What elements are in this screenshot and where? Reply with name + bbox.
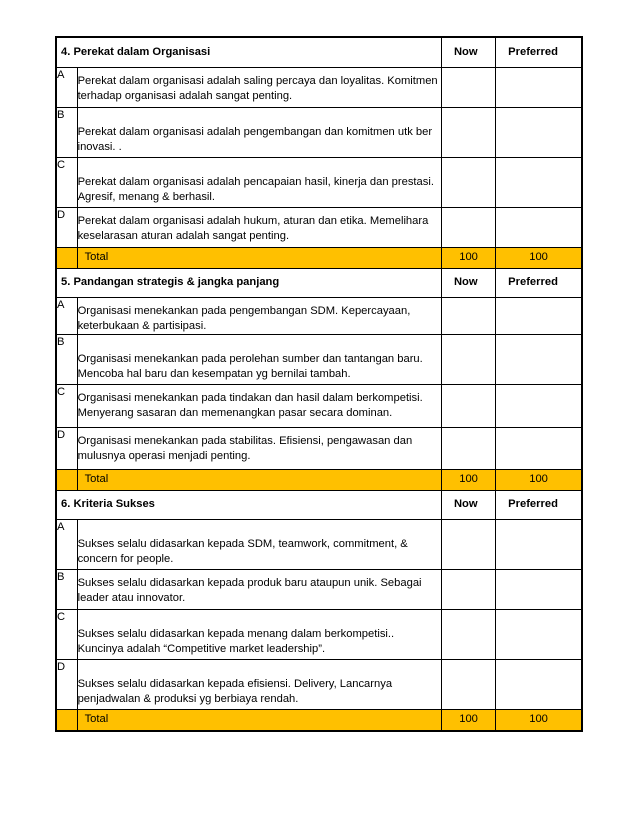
- item-description: Perekat dalam organisasi adalah pengembangan dan komitmen utk ber inovasi. .: [77, 107, 441, 157]
- item-description: Perekat dalam organisasi adalah saling percaya dan loyalitas. Komitmen terhadap organisasi adalah sangat penting.: [77, 67, 441, 107]
- section-title: 4. Perekat dalam Organisasi: [56, 37, 441, 67]
- preferred-score-cell[interactable]: [496, 384, 582, 427]
- preferred-column-header: Preferred: [496, 268, 582, 297]
- culture-assessment-table: [55, 36, 583, 732]
- item-row: [56, 297, 582, 334]
- now-column-header: Now: [441, 490, 495, 519]
- item-letter: A: [56, 297, 77, 334]
- now-score-cell[interactable]: [441, 609, 495, 659]
- item-description: Organisasi menekankan pada stabilitas. Efisiensi, pengawasan dan mulusnya operasi menjadi penting.: [77, 427, 441, 469]
- total-spacer: [56, 469, 77, 490]
- total-spacer: [56, 709, 77, 731]
- item-description: Organisasi menekankan pada perolehan sumber dan tantangan baru. Mencoba hal baru dan kesempatan yg bernilai tambah.: [77, 334, 441, 384]
- item-row: [56, 67, 582, 107]
- section-header: [56, 37, 582, 67]
- preferred-column-header: Preferred: [496, 490, 582, 519]
- total-now: 100: [441, 247, 495, 268]
- preferred-score-cell[interactable]: [496, 427, 582, 469]
- item-row: [56, 659, 582, 709]
- total-label: Total: [77, 469, 441, 490]
- total-preferred: 100: [496, 247, 582, 268]
- item-letter: B: [56, 334, 77, 384]
- item-letter: A: [56, 67, 77, 107]
- item-description: Sukses selalu didasarkan kepada menang dalam berkompetisi.. Kuncinya adalah “Competitive market leadership”.: [77, 609, 441, 659]
- now-score-cell[interactable]: [441, 157, 495, 207]
- now-score-cell[interactable]: [441, 384, 495, 427]
- item-description: Perekat dalam organisasi adalah hukum, aturan dan etika. Memelihara keselarasan aturan adalah sangat penting.: [77, 207, 441, 247]
- item-letter: C: [56, 609, 77, 659]
- now-score-cell[interactable]: [441, 427, 495, 469]
- total-preferred: 100: [496, 709, 582, 731]
- item-row: [56, 334, 582, 384]
- item-letter: C: [56, 157, 77, 207]
- total-spacer: [56, 247, 77, 268]
- section-header: [56, 490, 582, 519]
- total-now: 100: [441, 709, 495, 731]
- item-description: Sukses selalu didasarkan kepada SDM, teamwork, commitment, & concern for people.: [77, 519, 441, 569]
- now-score-cell[interactable]: [441, 569, 495, 609]
- item-row: [56, 207, 582, 247]
- total-label: Total: [77, 247, 441, 268]
- item-row: [56, 519, 582, 569]
- section-header: [56, 268, 582, 297]
- now-score-cell[interactable]: [441, 207, 495, 247]
- item-description: Organisasi menekankan pada pengembangan SDM. Kepercayaan, keterbukaan & partisipasi.: [77, 297, 441, 334]
- item-letter: B: [56, 107, 77, 157]
- item-row: [56, 427, 582, 469]
- total-label: Total: [77, 709, 441, 731]
- now-score-cell[interactable]: [441, 659, 495, 709]
- item-letter: D: [56, 427, 77, 469]
- preferred-score-cell[interactable]: [496, 67, 582, 107]
- now-column-header: Now: [441, 37, 495, 67]
- item-letter: A: [56, 519, 77, 569]
- section-title: 6. Kriteria Sukses: [56, 490, 441, 519]
- item-description: Organisasi menekankan pada tindakan dan hasil dalam berkompetisi. Menyerang sasaran dan memenangkan pasar secara dominan.: [77, 384, 441, 427]
- preferred-score-cell[interactable]: [496, 659, 582, 709]
- item-letter: D: [56, 659, 77, 709]
- total-row: [56, 247, 582, 268]
- preferred-column-header: Preferred: [496, 37, 582, 67]
- preferred-score-cell[interactable]: [496, 207, 582, 247]
- preferred-score-cell[interactable]: [496, 609, 582, 659]
- now-score-cell[interactable]: [441, 297, 495, 334]
- preferred-score-cell[interactable]: [496, 519, 582, 569]
- total-row: [56, 469, 582, 490]
- preferred-score-cell[interactable]: [496, 297, 582, 334]
- preferred-score-cell[interactable]: [496, 157, 582, 207]
- section-title: 5. Pandangan strategis & jangka panjang: [56, 268, 441, 297]
- item-row: [56, 569, 582, 609]
- total-preferred: 100: [496, 469, 582, 490]
- item-description: Perekat dalam organisasi adalah pencapaian hasil, kinerja dan prestasi. Agresif, menang & berhasil.: [77, 157, 441, 207]
- item-letter: C: [56, 384, 77, 427]
- now-score-cell[interactable]: [441, 334, 495, 384]
- item-row: [56, 107, 582, 157]
- now-score-cell[interactable]: [441, 519, 495, 569]
- preferred-score-cell[interactable]: [496, 334, 582, 384]
- item-description: Sukses selalu didasarkan kepada efisiensi. Delivery, Lancarnya penjadwalan & produksi yg berbiaya rendah.: [77, 659, 441, 709]
- item-letter: B: [56, 569, 77, 609]
- item-row: [56, 609, 582, 659]
- total-now: 100: [441, 469, 495, 490]
- now-score-cell[interactable]: [441, 107, 495, 157]
- item-row: [56, 157, 582, 207]
- preferred-score-cell[interactable]: [496, 569, 582, 609]
- total-row: [56, 709, 582, 731]
- item-row: [56, 384, 582, 427]
- item-description: Sukses selalu didasarkan kepada produk baru ataupun unik. Sebagai leader atau innovator.: [77, 569, 441, 609]
- now-score-cell[interactable]: [441, 67, 495, 107]
- now-column-header: Now: [441, 268, 495, 297]
- item-letter: D: [56, 207, 77, 247]
- preferred-score-cell[interactable]: [496, 107, 582, 157]
